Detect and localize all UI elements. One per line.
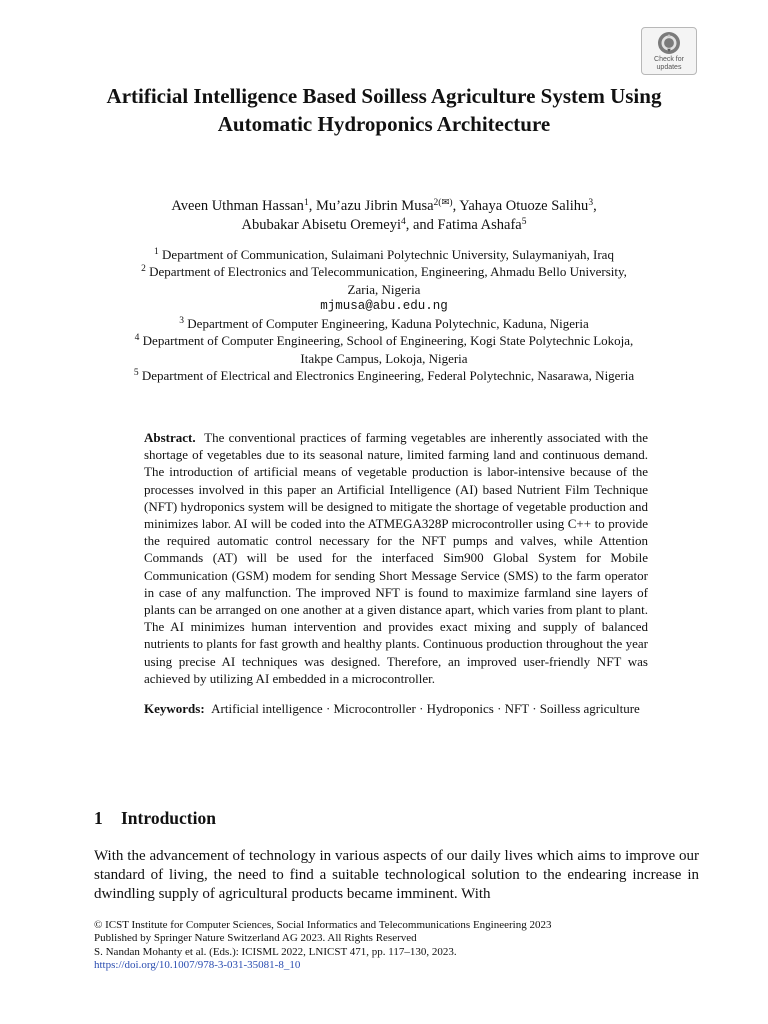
affiliation-5: [60, 367, 708, 384]
author-name: Aveen Uthman Hassan: [171, 198, 304, 214]
author-name: Yahaya Otuoze Salihu: [459, 198, 589, 214]
section-number: 1: [94, 808, 103, 828]
author-separator: ,: [308, 198, 316, 214]
affiliation-number: 5: [133, 368, 139, 379]
keywords-label: Keywords:: [144, 701, 205, 717]
affiliation-1: [60, 246, 708, 263]
intro-paragraph: With the advancement of technology in various aspects of our daily lives which aims to improve our standard of living, the need to find a suitable technological solution to the endearing increase in dwindling supply of agricultural products became imminent. With: [94, 848, 699, 903]
keywords-paragraph: [144, 700, 648, 717]
affiliation-number: 4: [134, 333, 140, 344]
affiliation-3: [60, 315, 708, 332]
corresponding-email[interactable]: mjmusa@abu.edu.ng: [320, 298, 448, 313]
affiliation-text: Department of Communication, Sulaimani Polytechnic University, Sulaymaniyah, Iraq: [162, 247, 614, 262]
author-separator: , and: [405, 217, 438, 233]
affiliation-number: 2: [141, 264, 146, 275]
footer-notes: [94, 919, 699, 973]
doi-link[interactable]: https://doi.org/10.1007/978-3-031-35081-8_10: [94, 959, 301, 972]
publisher-line: Published by Springer Nature Switzerland AG 2023. All Rights Reserved: [94, 932, 417, 945]
affiliation-text: Department of Electrical and Electronics Engineering, Federal Polytechnic, Nasarawa, Nigeria: [141, 368, 635, 384]
abstract-block: [144, 429, 648, 717]
author-separator: ,: [593, 198, 597, 214]
affiliation-number: 1: [154, 247, 159, 257]
copyright-line: © ICST Institute for Computer Sciences, Social Informatics and Telecommunications Engineering 2023: [94, 919, 552, 931]
paper-title: Artificial Intelligence Based Soilless Agriculture System Using Automatic Hydroponics Architecture: [106, 84, 662, 136]
author-affiliation-marker: 1: [303, 198, 309, 208]
author-name: Abubakar Abisetu Oremeyi: [241, 217, 401, 233]
affiliation-number: 3: [179, 316, 185, 327]
badge-label-line1: Check for: [654, 56, 684, 63]
abstract-label: Abstract.: [144, 430, 196, 445]
affiliation-2-city: Zaria, Nigeria: [347, 281, 421, 297]
check-for-updates-badge[interactable]: [641, 27, 697, 75]
abstract-text: The conventional practices of farming vegetables are inherently associated with the shortage of vegetables due to its seasonal nature, limited farming land and continuous demand. The introduction of artificial means of vegetable production is labor-intensive because of the processes involved in this paper an Artificial Intelligence (AI) based Nutrient Film Technique (NFT) hydroponics system will be designed to mitigate the shortage of vegetable production and minimizes labor. AI will be coded into the ATMEGA328P microcontroller using C++ to provide the required automatic control necessary for the NFT pumps and valves, while Attention Commands (AT) will be used for the interfaced Sim900 Global System for Mobile Communication (GSM) modem for sending Short Message Service (SMS) to the farm operator in case of any malfunction. The improved NFT is found to maximize farmland sine layers of plants can be arranged on one another at a given distance apart, which varies from plant to plant. The AI minimizes human intervention and provides exact mixing and supply of balanced nutrients to plants for fast growth and healthy plants. Continuous production throughout the year using precise AI techniques was designed. Therefore, an improved user-friendly NFT was achieved by utilizing AI embedded in a microcontroller.: [144, 430, 648, 686]
author-separator: ,: [452, 198, 460, 214]
section-title: Introduction: [121, 808, 216, 828]
author-name: Mu’azu Jibrin Musa: [315, 198, 434, 214]
author-affiliation-marker: 2(✉): [433, 198, 453, 208]
citation-line: S. Nandan Mohanty et al. (Eds.): ICISML 2022, LNICST 471, pp. 117–130, 2023.: [94, 945, 457, 958]
affiliation-text: Department of Computer Engineering, Kaduna Polytechnic, Kaduna, Nigeria: [187, 316, 589, 332]
keywords-text: Artificial intelligence · Microcontroller · Hydroponics · NFT · Soilless agriculture: [211, 701, 640, 717]
author-affiliation-marker: 5: [521, 217, 527, 227]
section-heading: [94, 807, 216, 829]
affiliation-4: [60, 332, 708, 349]
affiliation-4-campus: Itakpe Campus, Lokoja, Nigeria: [300, 350, 468, 366]
author-affiliation-marker: 4: [400, 217, 406, 227]
author-list: [60, 197, 708, 235]
author-affiliation-marker: 3: [588, 198, 594, 208]
abstract-paragraph: [144, 429, 648, 687]
affiliation-list: [60, 246, 708, 384]
affiliation-text: Department of Electronics and Telecommunication, Engineering, Ahmadu Bello University,: [149, 264, 627, 280]
check-for-updates-icon: [657, 31, 681, 55]
affiliation-text: Department of Computer Engineering, School of Engineering, Kogi State Polytechnic Lokoja,: [142, 333, 634, 349]
author-name: Fatima Ashafa: [437, 217, 522, 233]
badge-label-line2: updates: [656, 64, 682, 71]
affiliation-2: [60, 263, 708, 280]
